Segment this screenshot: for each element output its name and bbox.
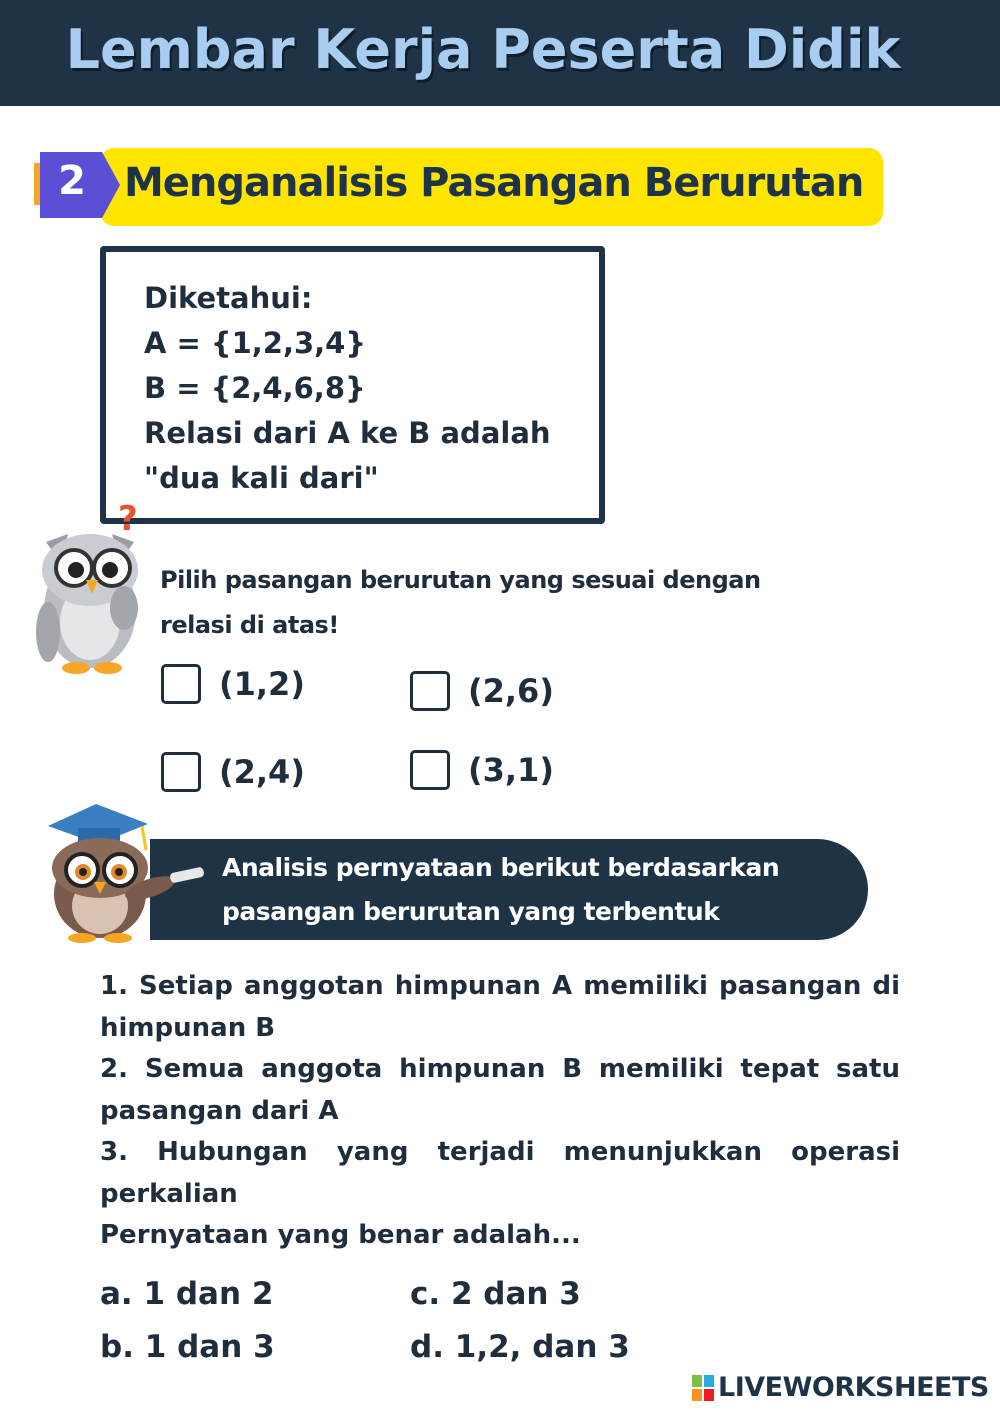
statement-item: 1. Setiap anggotan himpunan A memiliki pasangan di himpunan B bbox=[100, 971, 900, 1043]
liveworksheets-logo[interactable] bbox=[692, 1372, 989, 1403]
prompt-line: Pilih pasangan berurutan yang sesuai dengan bbox=[160, 566, 761, 594]
svg-text:?: ? bbox=[118, 499, 138, 539]
option-3-1[interactable] bbox=[410, 750, 554, 790]
statements-list bbox=[100, 966, 900, 1257]
question-prompt bbox=[160, 558, 840, 648]
option-label: (1,2) bbox=[219, 665, 305, 703]
liveworksheets-grid-icon bbox=[692, 1375, 714, 1401]
statement-item: 2. Semua anggota himpunan B memiliki tepat satu pasangan dari A bbox=[100, 1054, 900, 1126]
given-line: B = {2,4,6,8} bbox=[144, 371, 366, 405]
given-line: A = {1,2,3,4} bbox=[144, 326, 366, 360]
option-label: (2,6) bbox=[468, 672, 554, 710]
option-checkbox[interactable] bbox=[410, 750, 450, 790]
answer-option-a[interactable]: a. 1 dan 2 bbox=[100, 1276, 274, 1312]
answer-option-d[interactable]: d. 1,2, dan 3 bbox=[410, 1329, 630, 1365]
teacher-owl-icon bbox=[30, 798, 210, 944]
liveworksheets-logo-text: LIVEWORKSHEETS bbox=[718, 1372, 989, 1403]
option-2-4[interactable] bbox=[161, 752, 305, 792]
prompt-line: relasi di atas! bbox=[160, 611, 339, 639]
option-label: (3,1) bbox=[468, 751, 554, 789]
option-2-6[interactable] bbox=[410, 671, 554, 711]
thinking-owl-icon bbox=[28, 492, 158, 682]
given-line: Diketahui: bbox=[144, 281, 313, 315]
answer-option-c[interactable]: c. 2 dan 3 bbox=[410, 1276, 581, 1312]
option-1-2[interactable] bbox=[161, 664, 305, 704]
statement-question: Pernyataan yang benar adalah... bbox=[100, 1220, 581, 1250]
banner-line: Analisis pernyataan berikut berdasarkan bbox=[222, 853, 780, 882]
given-info-text bbox=[144, 276, 584, 501]
option-label: (2,4) bbox=[219, 753, 305, 791]
option-checkbox[interactable] bbox=[161, 752, 201, 792]
given-line: Relasi dari A ke B adalah bbox=[144, 416, 551, 450]
section-number: 2 bbox=[58, 158, 86, 204]
banner-line: pasangan berurutan yang terbentuk bbox=[222, 897, 720, 926]
statement-item: 3. Hubungan yang terjadi menunjukkan operasi perkalian bbox=[100, 1137, 900, 1209]
option-checkbox[interactable] bbox=[410, 671, 450, 711]
option-checkbox[interactable] bbox=[161, 664, 201, 704]
worksheet-title: Lembar Kerja Peserta Didik bbox=[65, 18, 901, 81]
section-title: Menganalisis Pasangan Berurutan bbox=[124, 160, 864, 206]
banner-text bbox=[222, 846, 862, 934]
given-line: "dua kali dari" bbox=[144, 461, 379, 495]
page-header bbox=[0, 0, 1000, 106]
answer-option-b[interactable]: b. 1 dan 3 bbox=[100, 1329, 275, 1365]
